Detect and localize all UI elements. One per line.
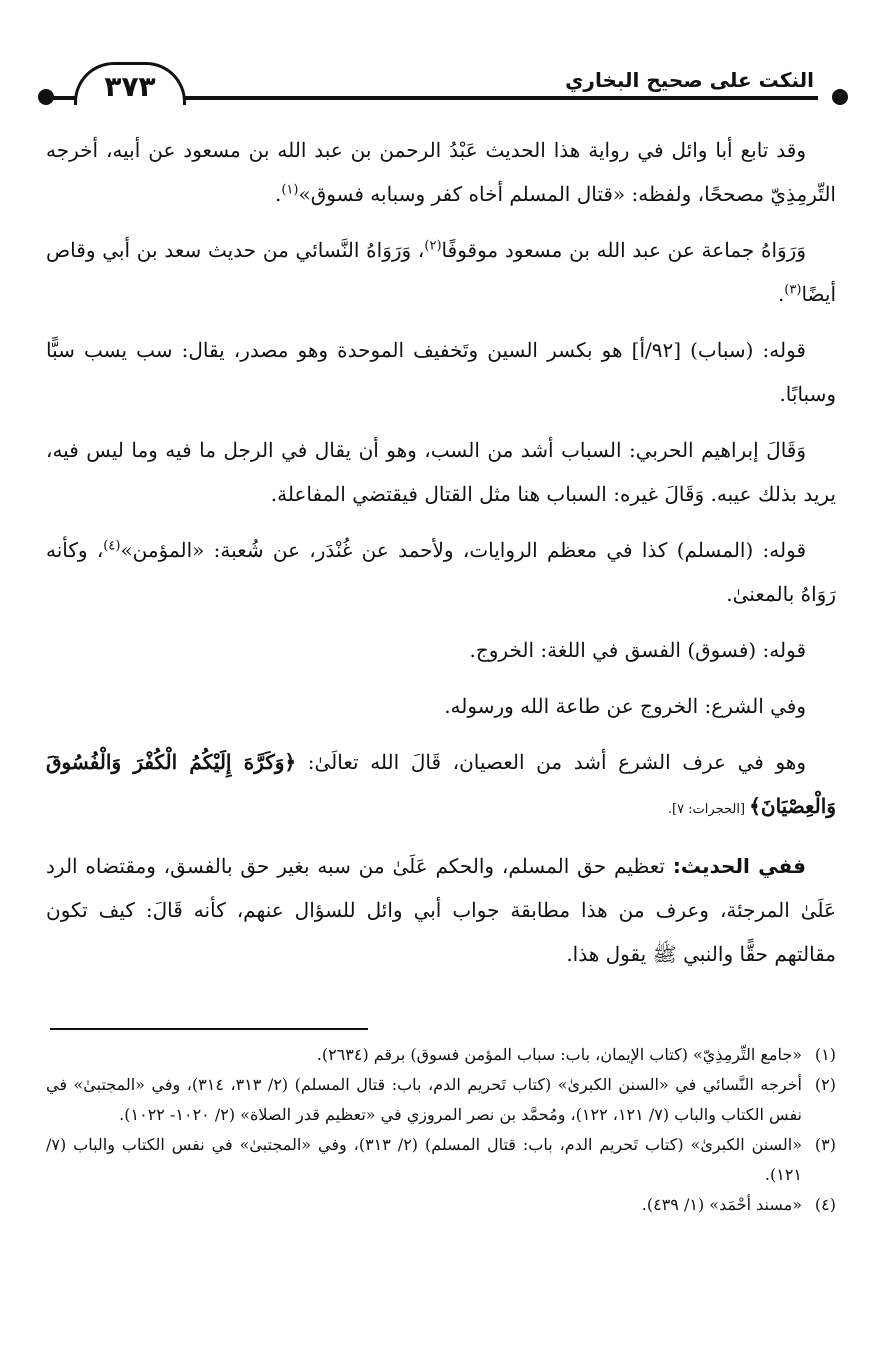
footnote-ref: (٣)	[784, 282, 802, 298]
paragraph-text: قوله: (فسوق) الفسق في اللغة: الخروج.	[469, 638, 806, 662]
main-text	[46, 128, 836, 988]
paragraph-text: وَرَوَاهُ جماعة عن عبد الله بن مسعود موقوفًا	[441, 238, 806, 262]
paragraph-8	[46, 740, 836, 832]
paragraph-9	[46, 844, 836, 976]
running-title: النكت على صحيح البخاري	[559, 68, 820, 92]
footnote-number: (١)	[814, 1045, 836, 1064]
paragraph-text: وهو في عرف الشرع أشد من العصيان، قَالَ الله تعالَىٰ:	[296, 750, 806, 774]
page-number: ٣٧٣	[74, 62, 186, 105]
footnote-divider	[50, 1028, 368, 1030]
footnote-1	[46, 1040, 836, 1070]
paragraph-text: وفي الشرع: الخروج عن طاعة الله ورسوله.	[444, 694, 806, 718]
footnote-ref: (٢)	[424, 238, 442, 254]
paragraph-5	[46, 528, 836, 616]
paragraph-text-2: ، وَرَوَاهُ النَّسائي من حديث سعد بن أبي وقاص أيضًا	[46, 238, 836, 306]
paragraph-text: وقد تابع أبا وائل في رواية هذا الحديث عَبْدُ الرحمن بن عبد الله بن مسعود عن أبيه، أخرجه التِّرمِذِيّ مصححًا، ولفظه: «قتال المسلم أخاه كفر وسبابه فسوق»	[46, 138, 836, 206]
paragraph-3	[46, 328, 836, 416]
footnote-text: «مسند أحْمَد» (١/ ٤٣٩).	[641, 1195, 802, 1214]
paragraph-tail: ، وكأنه رَوَاهُ بالمعنىٰ.	[46, 538, 836, 606]
footnote-number: (٢)	[814, 1075, 837, 1094]
paragraph-tail: .	[274, 182, 282, 206]
page-header	[38, 60, 848, 120]
header-dot-right	[832, 89, 848, 105]
paragraph-7	[46, 684, 836, 728]
footnote-4	[46, 1190, 836, 1220]
footnote-text: أخرجه النَّسائي في «السنن الكبرىٰ» (كتاب تَحريم الدم، باب: قتال المسلم) (٢/ ٣١٣، ٣١٤)، وفي «المجتبىٰ» في نفس الكتاب والباب (٧/ ١٢١، ١٢٢)، ومُحمَّد بن نصر المروزي في «تعظيم قدر الصلاة» (٢/ ١٠٢٠- ١٠٢٢).	[46, 1075, 803, 1124]
paragraph-lead: ففي الحديث:	[672, 854, 806, 878]
footnote-2	[46, 1070, 836, 1130]
paragraph-tail: .	[777, 282, 785, 306]
paragraph-text: وَقَالَ إبراهيم الحربي: السباب أشد من السب، وهو أن يقال في الرجل ما فيه وما ليس فيه، يريد بذلك عيبه. وَقَالَ غيره: السباب هنا مثل القتال فيقتضي المفاعلة.	[46, 438, 836, 506]
paragraph-2	[46, 228, 836, 316]
footnote-text: «السنن الكبرىٰ» (كتاب تَحريم الدم، باب: قتال المسلم) (٢/ ٣١٣)، وفي «المجتبىٰ» في نفس الكتاب والباب (٧/ ١٢١).	[46, 1135, 803, 1184]
paragraph-4	[46, 428, 836, 516]
footnote-number: (٣)	[814, 1135, 837, 1154]
surah-reference: [الحجرات: ٧].	[667, 802, 750, 817]
footnote-number: (٤)	[814, 1195, 836, 1214]
paragraph-text: هو بكسر السين وتَخفيف الموحدة وهو مصدر، يقال: سب يسب سبًّا وسبابًا.	[46, 338, 836, 406]
footnote-3	[46, 1130, 836, 1190]
footnote-ref: (٤)	[103, 538, 121, 554]
footnote-text: «جامع التِّرمِذِيّ» (كتاب الإيمان، باب: سباب المؤمن فسوق) برقم (٢٦٣٤).	[316, 1045, 802, 1064]
quran-verse: ﴿وَكَرَّهَ إِلَيْكُمُ الْكُفْرَ وَالْفُسُوقَ وَالْعِصْيَانَ﴾	[46, 750, 836, 818]
paragraph-lead: قوله: (سباب) [٩٢/أ]	[631, 338, 806, 362]
header-dot-left	[38, 89, 54, 105]
paragraph-6	[46, 628, 836, 672]
footnotes	[46, 1040, 836, 1220]
paragraph-1	[46, 128, 836, 216]
paragraph-text: تعظيم حق المسلم، والحكم عَلَىٰ من سبه بغير حق بالفسق، ومقتضاه الرد عَلَىٰ المرجئة، وعرف من هذا مطابقة جواب أبي وائل للسؤال عنهم، كأنه قَالَ: كيف تكون مقالتهم حقًّا والنبي ﷺ يقول هذا.	[46, 854, 836, 966]
footnote-ref: (١)	[281, 182, 299, 198]
paragraph-text: قوله: (المسلم) كذا في معظم الروايات، ولأحمد عن غُنْدَر، عن شُعبة: «المؤمن»	[120, 538, 807, 562]
